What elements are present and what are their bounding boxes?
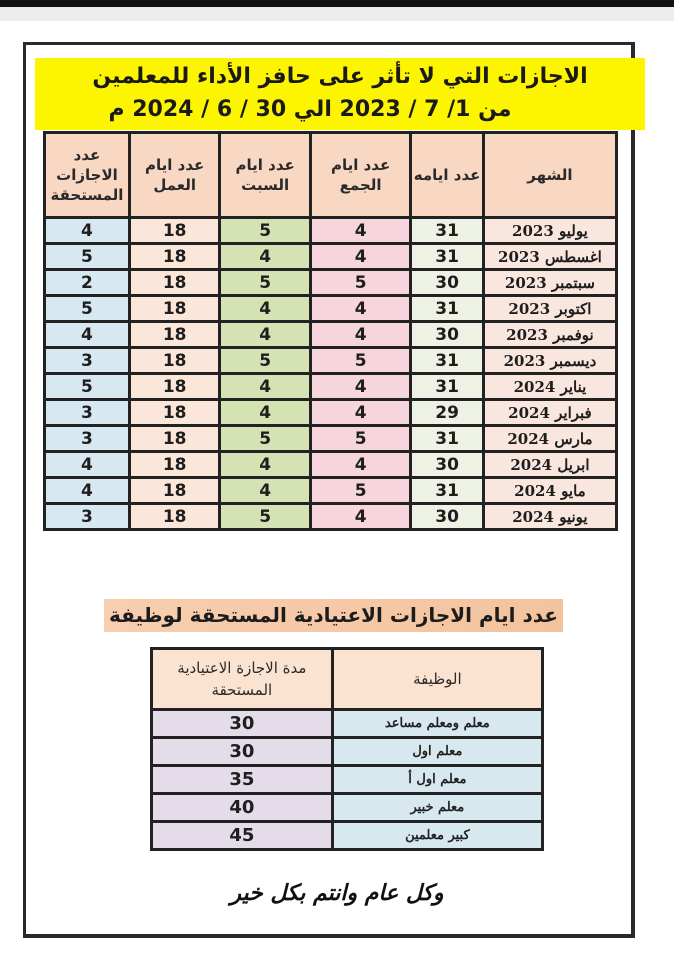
cell-fridays: 5	[310, 426, 410, 452]
table-row	[152, 822, 543, 850]
cell-workdays: 18	[129, 374, 219, 400]
cell-leaves: 4	[45, 218, 130, 244]
cell-job: كبير معلمين	[332, 822, 542, 850]
cell-leave-duration: 35	[152, 766, 333, 794]
cell-month: نوفمبر 2023	[483, 322, 616, 348]
cell-leaves: 4	[45, 478, 130, 504]
cell-saturdays: 4	[220, 452, 311, 478]
cell-leaves: 5	[45, 374, 130, 400]
cell-workdays: 18	[129, 426, 219, 452]
table-row	[45, 478, 617, 504]
cell-fridays: 4	[310, 452, 410, 478]
monthly-leaves-table	[43, 131, 618, 531]
header-workdays: عدد ايام العمل	[129, 133, 219, 218]
cell-days: 31	[411, 296, 484, 322]
job-leave-table	[150, 647, 544, 851]
cell-month: مارس 2024	[483, 426, 616, 452]
cell-leave-duration: 30	[152, 738, 333, 766]
header-job: الوظيفة	[332, 649, 542, 710]
cell-days: 31	[411, 348, 484, 374]
cell-leaves: 3	[45, 504, 130, 530]
cell-saturdays: 5	[220, 270, 311, 296]
cell-days: 31	[411, 218, 484, 244]
cell-workdays: 18	[129, 452, 219, 478]
cell-workdays: 18	[129, 400, 219, 426]
header-fridays: عدد ايام الجمع	[310, 133, 410, 218]
cell-fridays: 4	[310, 296, 410, 322]
cell-fridays: 5	[310, 270, 410, 296]
cell-fridays: 5	[310, 478, 410, 504]
cell-leaves: 3	[45, 348, 130, 374]
table-header-row	[152, 649, 543, 710]
cell-job: معلم ومعلم مساعد	[332, 710, 542, 738]
cell-days: 31	[411, 426, 484, 452]
cell-saturdays: 4	[220, 296, 311, 322]
header-saturdays: عدد ايام السبت	[220, 133, 311, 218]
cell-workdays: 18	[129, 322, 219, 348]
cell-saturdays: 5	[220, 426, 311, 452]
table-row	[45, 218, 617, 244]
title-line-1: الاجازات التي لا تأثر على حافز الأداء للمعلمين	[92, 64, 588, 89]
table-row	[45, 270, 617, 296]
cell-saturdays: 4	[220, 478, 311, 504]
cell-workdays: 18	[129, 244, 219, 270]
cell-month: سبتمبر 2023	[483, 270, 616, 296]
cell-month: فبراير 2024	[483, 400, 616, 426]
cell-job: معلم اول	[332, 738, 542, 766]
cell-leaves: 5	[45, 244, 130, 270]
cell-leaves: 4	[45, 452, 130, 478]
cell-leaves: 4	[45, 322, 130, 348]
cell-workdays: 18	[129, 504, 219, 530]
cell-job: معلم خبير	[332, 794, 542, 822]
cell-month: مايو 2024	[483, 478, 616, 504]
cell-month: ابريل 2024	[483, 452, 616, 478]
top-gray-strip	[0, 7, 674, 21]
cell-leave-duration: 45	[152, 822, 333, 850]
cell-saturdays: 4	[220, 244, 311, 270]
cell-days: 31	[411, 478, 484, 504]
table-row	[152, 710, 543, 738]
header-leave-duration: مدة الاجازة الاعتيادية المستحقة	[152, 649, 333, 710]
cell-workdays: 18	[129, 478, 219, 504]
cell-days: 31	[411, 374, 484, 400]
title-banner	[35, 58, 645, 130]
cell-month: اغسطس 2023	[483, 244, 616, 270]
table-header-row	[45, 133, 617, 218]
cell-saturdays: 4	[220, 400, 311, 426]
cell-leave-duration: 30	[152, 710, 333, 738]
cell-fridays: 4	[310, 244, 410, 270]
cell-fridays: 4	[310, 504, 410, 530]
cell-month: يناير 2024	[483, 374, 616, 400]
cell-workdays: 18	[129, 296, 219, 322]
cell-fridays: 4	[310, 400, 410, 426]
cell-days: 30	[411, 270, 484, 296]
cell-days: 30	[411, 504, 484, 530]
cell-leaves: 3	[45, 426, 130, 452]
cell-fridays: 5	[310, 348, 410, 374]
top-dark-bar	[0, 0, 674, 7]
table-row	[45, 426, 617, 452]
cell-month: يونيو 2024	[483, 504, 616, 530]
cell-leaves: 5	[45, 296, 130, 322]
header-leaves: عدد الاجازات المستحقة	[45, 133, 130, 218]
cell-month: يوليو 2023	[483, 218, 616, 244]
header-days: عدد ايامه	[411, 133, 484, 218]
table-row	[152, 766, 543, 794]
greeting-footer: وكل عام وانتم بكل خير	[230, 880, 444, 906]
cell-saturdays: 5	[220, 348, 311, 374]
cell-workdays: 18	[129, 348, 219, 374]
table-row	[152, 794, 543, 822]
cell-saturdays: 4	[220, 374, 311, 400]
cell-days: 30	[411, 452, 484, 478]
table-row	[45, 504, 617, 530]
cell-workdays: 18	[129, 270, 219, 296]
cell-days: 31	[411, 244, 484, 270]
cell-fridays: 4	[310, 218, 410, 244]
table-row	[45, 348, 617, 374]
title-line-2: من 1/ 7 / 2023 الي 30 / 6 / 2024 م	[108, 97, 512, 122]
cell-workdays: 18	[129, 218, 219, 244]
table-row	[45, 400, 617, 426]
job-leave-subtitle: عدد ايام الاجازات الاعتيادية المستحقة لوظيفة	[104, 599, 563, 632]
cell-saturdays: 4	[220, 322, 311, 348]
cell-saturdays: 5	[220, 504, 311, 530]
cell-saturdays: 5	[220, 218, 311, 244]
table-row	[45, 296, 617, 322]
cell-leave-duration: 40	[152, 794, 333, 822]
cell-fridays: 4	[310, 374, 410, 400]
table-row	[45, 374, 617, 400]
table-row	[45, 452, 617, 478]
header-month: الشهر	[483, 133, 616, 218]
cell-month: ديسمبر 2023	[483, 348, 616, 374]
table-row	[45, 322, 617, 348]
cell-leaves: 2	[45, 270, 130, 296]
table-row	[45, 244, 617, 270]
cell-days: 29	[411, 400, 484, 426]
cell-leaves: 3	[45, 400, 130, 426]
cell-fridays: 4	[310, 322, 410, 348]
cell-job: معلم اول أ	[332, 766, 542, 794]
cell-month: اكتوبر 2023	[483, 296, 616, 322]
cell-days: 30	[411, 322, 484, 348]
table-row	[152, 738, 543, 766]
